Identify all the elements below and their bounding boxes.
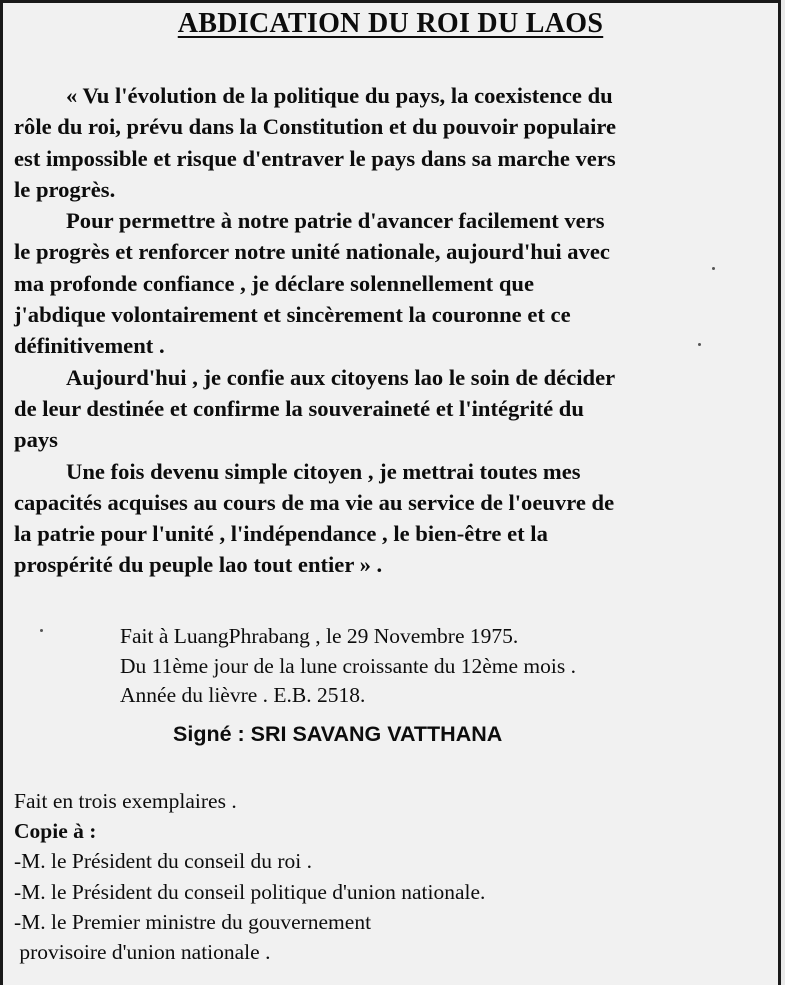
text-line: Une fois devenu simple citoyen , je mettrai toutes mes	[66, 458, 581, 484]
recipient-item: -M. le Président du conseil du roi .	[14, 849, 312, 874]
text-line: de leur destinée et confirme la souveraineté et l'intégrité du	[14, 395, 584, 421]
scan-speck	[40, 629, 43, 632]
text-line: définitivement .	[14, 333, 165, 359]
signature-year: Année du lièvre . E.B. 2518.	[120, 683, 366, 707]
copies-note: Fait en trois exemplaires .	[14, 789, 237, 813]
proclamation-body	[14, 80, 774, 581]
text-line: est impossible et risque d'entraver le pays dans sa marche vers	[14, 145, 616, 171]
recipient-item: -M. le Président du conseil politique d'union nationale.	[14, 879, 486, 904]
text-line: pays	[14, 427, 58, 453]
copy-label: Copie à :	[14, 819, 97, 844]
text-line: la patrie pour l'unité , l'indépendance , le bien-être et la	[14, 521, 548, 547]
text-line: j'abdique volontairement et sincèrement la couronne et ce	[14, 302, 571, 328]
signature-lunar-date: Du 11ème jour de la lune croissante du 12ème mois .	[120, 653, 576, 678]
paragraph-4	[14, 456, 774, 581]
text-line: le progrès.	[14, 176, 116, 202]
scan-speck	[712, 267, 715, 270]
text-line: rôle du roi, prévu dans la Constitution et du pouvoir populaire	[14, 114, 616, 140]
distribution-list	[14, 786, 485, 967]
paragraph-2	[14, 205, 774, 361]
scan-speck	[698, 343, 701, 346]
document-title: ABDICATION DU ROI DU LAOS	[177, 8, 604, 39]
signature-block	[120, 622, 576, 711]
recipient-item: provisoire d'union nationale .	[14, 940, 271, 965]
text-line: « Vu l'évolution de la politique du pays, la coexistence du	[66, 83, 613, 108]
text-line: prospérité du peuple lao tout entier » .	[14, 552, 383, 578]
text-line: Aujourd'hui , je confie aux citoyens lao le soin de décider	[66, 364, 616, 390]
paragraph-3	[14, 362, 774, 456]
paragraph-1	[14, 80, 774, 205]
text-line: Pour permettre à notre patrie d'avancer facilement vers	[66, 208, 605, 234]
text-line: ma profonde confiance , je déclare solennellement que	[14, 270, 535, 296]
text-line: capacités acquises au cours de ma vie au service de l'oeuvre de	[14, 489, 615, 515]
signature-place-date: Fait à LuangPhrabang , le 29 Novembre 1975.	[120, 624, 519, 648]
text-line: le progrès et renforcer notre unité nationale, aujourd'hui avec	[14, 239, 610, 265]
recipient-item: -M. le Premier ministre du gouvernement	[14, 909, 372, 934]
signed-by: Signé : SRI SAVANG VATTHANA	[173, 722, 503, 746]
